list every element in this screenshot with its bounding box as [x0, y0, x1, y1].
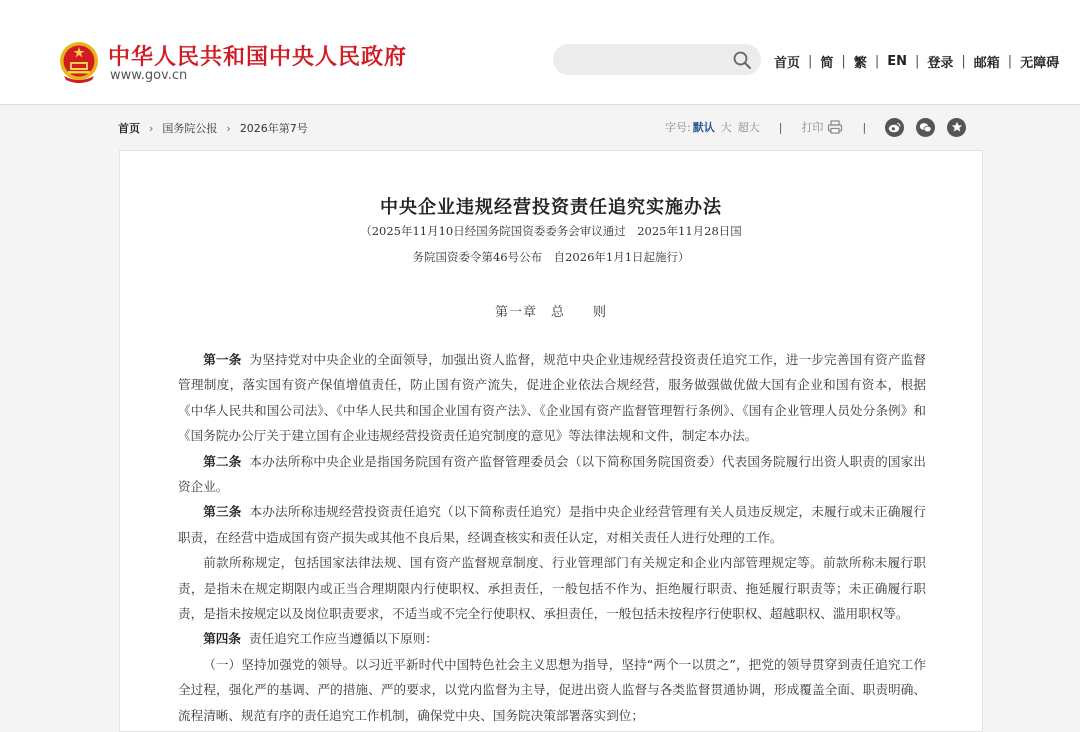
font-size-label: 字号:: [665, 121, 691, 134]
search-box: [553, 44, 761, 75]
nav-mail-link[interactable]: 邮箱: [973, 55, 1000, 71]
paragraph-text: 本办法所称违规经营投资责任追究（以下简称责任追究）是指中央企业经营管理有关人员违反规定，未履行或未正确履行职责，在经营中造成国有资产损失或其他不良后果，经调查核实和责任认定，对相关责任人进行处理的工作。: [178, 504, 927, 545]
breadcrumb-section[interactable]: 国务院公报: [162, 122, 218, 135]
breadcrumb-home[interactable]: 首页: [118, 122, 140, 135]
nav-separator: |: [961, 53, 966, 69]
article-tools: [665, 116, 966, 138]
article-paragraph: [178, 626, 926, 651]
nav-simplified-link[interactable]: 简: [820, 55, 834, 71]
nav-traditional-link[interactable]: 繁: [853, 55, 867, 71]
nav-home-link[interactable]: 首页: [774, 55, 801, 71]
chevron-right-icon: ›: [226, 121, 231, 135]
paragraph-text: （一）坚持加强党的领导。以习近平新时代中国特色社会主义思想为指导，坚持“两个一以贯之”，把党的领导贯穿到责任追究工作全过程，强化严的基调、严的措施、严的要求，以党内监督为主导，促进出资人监督与各类监督贯通协调，形成覆盖全面、职责明确、流程清晰、规范有序的责任追究工作机制，确保党中央、国务院决策部署落实到位；: [178, 656, 926, 723]
tools-separator: |: [862, 120, 867, 134]
paragraph-text: 责任追究工作应当遵循以下原则：: [248, 631, 438, 647]
document-note-line-1: （2025年11月10日经国务院国资委委务会审议通过 2025年11月28日国: [360, 224, 742, 238]
font-size-large-option[interactable]: 大: [720, 121, 732, 134]
article-paragraph: [178, 652, 926, 728]
print-button[interactable]: [801, 119, 843, 135]
weibo-icon: [888, 122, 901, 133]
site-header: [0, 0, 1080, 105]
article-number: 第二条: [203, 453, 242, 469]
tools-separator: |: [778, 120, 783, 134]
article-number: 第一条: [203, 352, 242, 367]
national-emblem-icon[interactable]: [58, 40, 100, 84]
nav-english-link[interactable]: EN: [887, 53, 907, 69]
article-body: [178, 347, 926, 728]
font-size-default-option[interactable]: 默认: [692, 121, 715, 134]
search-icon[interactable]: [732, 50, 752, 70]
article-number: 第四条: [203, 631, 241, 647]
paragraph-text: 前款所称规定，包括国家法律法规、国有资产监督规章制度、行业管理部门有关规定和企业内部管理规定等。前款所称未履行职责，是指未在规定期限内或正当合理期限内行使职权、承担责任，一般包括不作为、拒绝履行职责、拖延履行职责等；未正确履行职责，是指未按规定以及岗位职责要求，不适当或不完全行使职权、承担责任，一般包括未按程序行使职权、超越职权、滥用职权等。: [178, 555, 926, 622]
star-icon: [951, 121, 963, 133]
article-paragraph: [178, 347, 926, 449]
article-container: [119, 150, 983, 732]
wechat-icon: [919, 122, 932, 133]
font-size-xlarge-option[interactable]: 超大: [737, 121, 760, 134]
nav-separator: |: [1007, 53, 1013, 69]
site-domain: www.gov.cn: [110, 68, 188, 83]
nav-separator: |: [874, 53, 880, 69]
wechat-share-button[interactable]: [916, 118, 935, 137]
nav-separator: |: [808, 53, 813, 69]
print-label: 打印: [801, 121, 824, 134]
share-group: [885, 118, 966, 137]
document-title: 中央企业违规经营投资责任追究实施办法: [380, 197, 722, 218]
nav-separator: |: [914, 53, 920, 69]
top-nav: [774, 51, 1059, 71]
article-paragraph: [178, 550, 926, 626]
nav-separator: |: [841, 53, 846, 69]
chevron-right-icon: ›: [149, 121, 154, 135]
paragraph-text: 为坚持党对中央企业的全面领导，加强出资人监督，规范中央企业违规经营投资责任追究工作，进一步完善国有资产监督管理制度，落实国有资产保值增值责任，防止国有资产流失，促进企业依法合规经营，服务做强做优做大国有企业和国有资本，根据《中华人民共和国公司法》、《中华人民共和国企业国有资产法》、《企业国有资产监督管理暂行条例》、《国有企业管理人员处分条例》和《国务院办公厅关于建立国有企业违规经营投资责任追究制度的意见》等法律法规和文件，制定本办法。: [178, 352, 927, 444]
article-paragraph: [178, 499, 926, 550]
chapter-heading: 第一章 总 则: [494, 305, 607, 320]
document-note-line-2: 务院国资委令第46号公布 自2026年1月1日起施行）: [412, 250, 690, 264]
breadcrumb: [118, 119, 308, 137]
article-number: 第三条: [203, 504, 242, 520]
site-title[interactable]: 中华人民共和国中央人民政府: [108, 45, 408, 70]
nav-login-link[interactable]: 登录: [927, 55, 954, 71]
weibo-share-button[interactable]: [885, 118, 904, 137]
favorite-button[interactable]: [947, 118, 966, 137]
search-input[interactable]: [567, 44, 731, 77]
nav-accessibility-link[interactable]: 无障碍: [1020, 55, 1060, 71]
article-paragraph: [178, 449, 926, 500]
breadcrumb-current: 2026年第7号: [239, 122, 308, 135]
paragraph-text: 本办法所称中央企业是指国务院国有资产监督管理委员会（以下简称国务院国资委）代表国务院履行出资人职责的国家出资企业。: [178, 453, 927, 495]
printer-icon: [827, 120, 843, 134]
